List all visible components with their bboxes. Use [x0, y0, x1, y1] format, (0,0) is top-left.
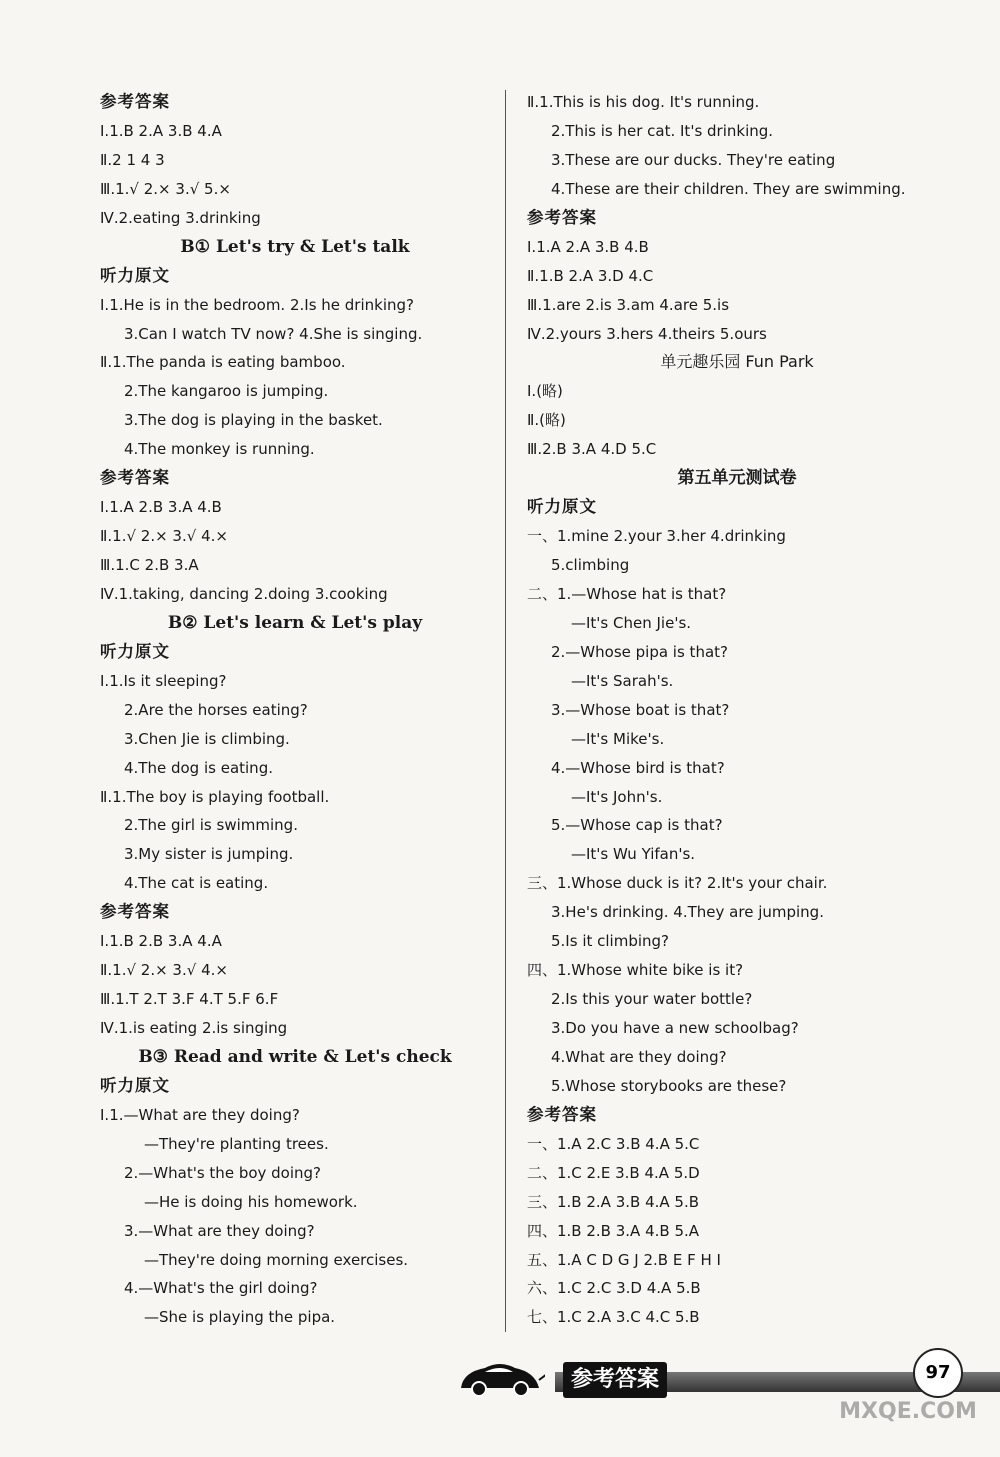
- text-line: Ⅱ.(略): [527, 411, 566, 430]
- text-line: Ⅳ.2.eating 3.drinking: [100, 208, 261, 227]
- text-line: Ⅱ.1.The boy is playing football.: [100, 787, 330, 806]
- section-heading: B① Let's try & Let's talk: [180, 236, 410, 257]
- section-heading: 参考答案: [100, 92, 170, 111]
- text-line: —They're planting trees.: [144, 1134, 329, 1153]
- text-line: —They're doing morning exercises.: [144, 1250, 409, 1269]
- text-line: Ⅳ.1.taking, dancing 2.doing 3.cooking: [100, 584, 388, 603]
- text-line: 5.Whose storybooks are these?: [551, 1076, 787, 1095]
- text-line: Ⅱ.2 1 4 3: [100, 150, 165, 169]
- section-heading: 参考答案: [100, 902, 170, 922]
- text-line: 4.These are their children. They are swimming.: [551, 179, 906, 198]
- text-line: —It's Mike's.: [571, 729, 665, 748]
- section-heading: 单元趣乐园 Fun Park: [660, 352, 814, 372]
- footer-label: 参考答案: [563, 1362, 667, 1398]
- text-line: Ⅰ.1.—What are they doing?: [100, 1105, 300, 1124]
- text-line: 三、1.Whose duck is it? 2.It's your chair.: [527, 874, 828, 893]
- car-icon: [455, 1358, 545, 1398]
- text-line: 3.My sister is jumping.: [124, 845, 294, 864]
- text-line: 3.Can I watch TV now? 4.She is singing.: [124, 324, 423, 343]
- text-line: —It's Wu Yifan's.: [571, 845, 696, 864]
- text-line: Ⅲ.1.√ 2.× 3.√ 5.×: [100, 179, 231, 198]
- text-line: Ⅰ.1.B 2.B 3.A 4.A: [100, 932, 222, 951]
- text-line: Ⅰ.1.A 2.A 3.B 4.B: [527, 237, 649, 256]
- text-line: Ⅳ.1.is eating 2.is singing: [100, 1019, 288, 1037]
- text-line: Ⅰ.1.B 2.A 3.B 4.A: [100, 121, 222, 140]
- text-line: 4.What are they doing?: [551, 1047, 727, 1066]
- text-line: 六、1.C 2.C 3.D 4.A 5.B: [527, 1279, 701, 1298]
- text-line: 四、1.B 2.B 3.A 4.B 5.A: [527, 1221, 700, 1240]
- text-line: Ⅰ.(略): [527, 382, 563, 401]
- text-line: 3.—Whose boat is that?: [551, 700, 730, 719]
- section-heading: 听力原文: [527, 497, 597, 517]
- text-line: Ⅲ.1.T 2.T 3.F 4.T 5.F 6.F: [100, 990, 279, 1009]
- text-line: 3.The dog is playing in the basket.: [124, 411, 383, 430]
- section-heading: B② Let's learn & Let's play: [167, 612, 423, 633]
- text-line: 2.—What's the boy doing?: [124, 1163, 322, 1182]
- text-line: Ⅰ.1.He is in the bedroom. 2.Is he drinking?: [100, 295, 414, 314]
- text-line: 四、1.Whose white bike is it?: [527, 961, 744, 980]
- text-line: 3.Do you have a new schoolbag?: [551, 1019, 799, 1037]
- right-column: [527, 88, 947, 1332]
- text-line: 2.This is her cat. It's drinking.: [551, 121, 774, 140]
- section-heading: 听力原文: [100, 641, 170, 661]
- text-line: 5.Is it climbing?: [551, 932, 670, 951]
- section-heading: 参考答案: [527, 207, 597, 227]
- text-line: 3.Chen Jie is climbing.: [124, 729, 290, 748]
- text-line: Ⅱ.1.This is his dog. It's running.: [527, 93, 760, 111]
- text-line: Ⅲ.1.C 2.B 3.A: [100, 556, 199, 574]
- text-line: 4.The dog is eating.: [124, 758, 273, 777]
- text-line: 2.Is this your water bottle?: [551, 990, 753, 1009]
- text-line: 5.climbing: [551, 556, 630, 574]
- text-line: —He is doing his homework.: [144, 1192, 358, 1211]
- text-line: 七、1.C 2.A 3.C 4.C 5.B: [527, 1308, 700, 1327]
- section-heading: 第五单元测试卷: [677, 468, 797, 489]
- text-line: 5.—Whose cap is that?: [551, 816, 723, 835]
- section-heading: 参考答案: [527, 1104, 597, 1124]
- left-column: [100, 88, 490, 1332]
- text-line: 二、1.—Whose hat is that?: [527, 584, 727, 603]
- page-number: 97: [913, 1348, 963, 1398]
- text-line: 4.—What's the girl doing?: [124, 1279, 318, 1298]
- section-heading: 参考答案: [100, 468, 170, 488]
- text-line: 4.The monkey is running.: [124, 440, 315, 459]
- text-line: 2.—Whose pipa is that?: [551, 642, 728, 661]
- text-line: Ⅱ.1.The panda is eating bamboo.: [100, 353, 346, 372]
- section-heading: 听力原文: [100, 1075, 170, 1095]
- text-line: 3.These are our ducks. They're eating: [551, 150, 836, 169]
- text-line: Ⅱ.1.B 2.A 3.D 4.C: [527, 266, 654, 285]
- text-line: Ⅰ.1.A 2.B 3.A 4.B: [100, 498, 222, 517]
- text-line: 三、1.B 2.A 3.B 4.A 5.B: [527, 1192, 700, 1211]
- text-line: Ⅱ.1.√ 2.× 3.√ 4.×: [100, 527, 228, 546]
- text-line: 2.Are the horses eating?: [124, 700, 308, 719]
- text-line: —She is playing the pipa.: [144, 1308, 336, 1327]
- watermark: MXQE.COM: [839, 1399, 977, 1424]
- text-line: Ⅲ.2.B 3.A 4.D 5.C: [527, 440, 657, 459]
- section-heading: 听力原文: [100, 265, 170, 285]
- text-line: —It's Sarah's.: [571, 671, 674, 690]
- column-divider: [505, 90, 506, 1332]
- text-line: 二、1.C 2.E 3.B 4.A 5.D: [527, 1163, 700, 1182]
- text-line: 2.The girl is swimming.: [124, 816, 298, 835]
- text-line: —It's Chen Jie's.: [571, 613, 692, 632]
- text-line: 4.—Whose bird is that?: [551, 758, 725, 777]
- text-line: Ⅳ.2.yours 3.hers 4.theirs 5.ours: [527, 324, 767, 343]
- text-line: 一、1.A 2.C 3.B 4.A 5.C: [527, 1134, 700, 1153]
- text-line: 3.—What are they doing?: [124, 1221, 315, 1240]
- text-line: Ⅰ.1.Is it sleeping?: [100, 671, 227, 690]
- text-line: Ⅱ.1.√ 2.× 3.√ 4.×: [100, 961, 228, 980]
- text-line: —It's John's.: [571, 787, 663, 806]
- text-line: 五、1.A C D G J 2.B E F H I: [527, 1250, 721, 1269]
- text-line: 2.The kangaroo is jumping.: [124, 382, 329, 401]
- text-line: 4.The cat is eating.: [124, 874, 269, 893]
- text-line: 一、1.mine 2.your 3.her 4.drinking: [527, 527, 786, 546]
- text-line: Ⅲ.1.are 2.is 3.am 4.are 5.is: [527, 295, 730, 314]
- text-line: 3.He's drinking. 4.They are jumping.: [551, 903, 824, 922]
- section-heading: B③ Read and write & Let's check: [138, 1046, 452, 1067]
